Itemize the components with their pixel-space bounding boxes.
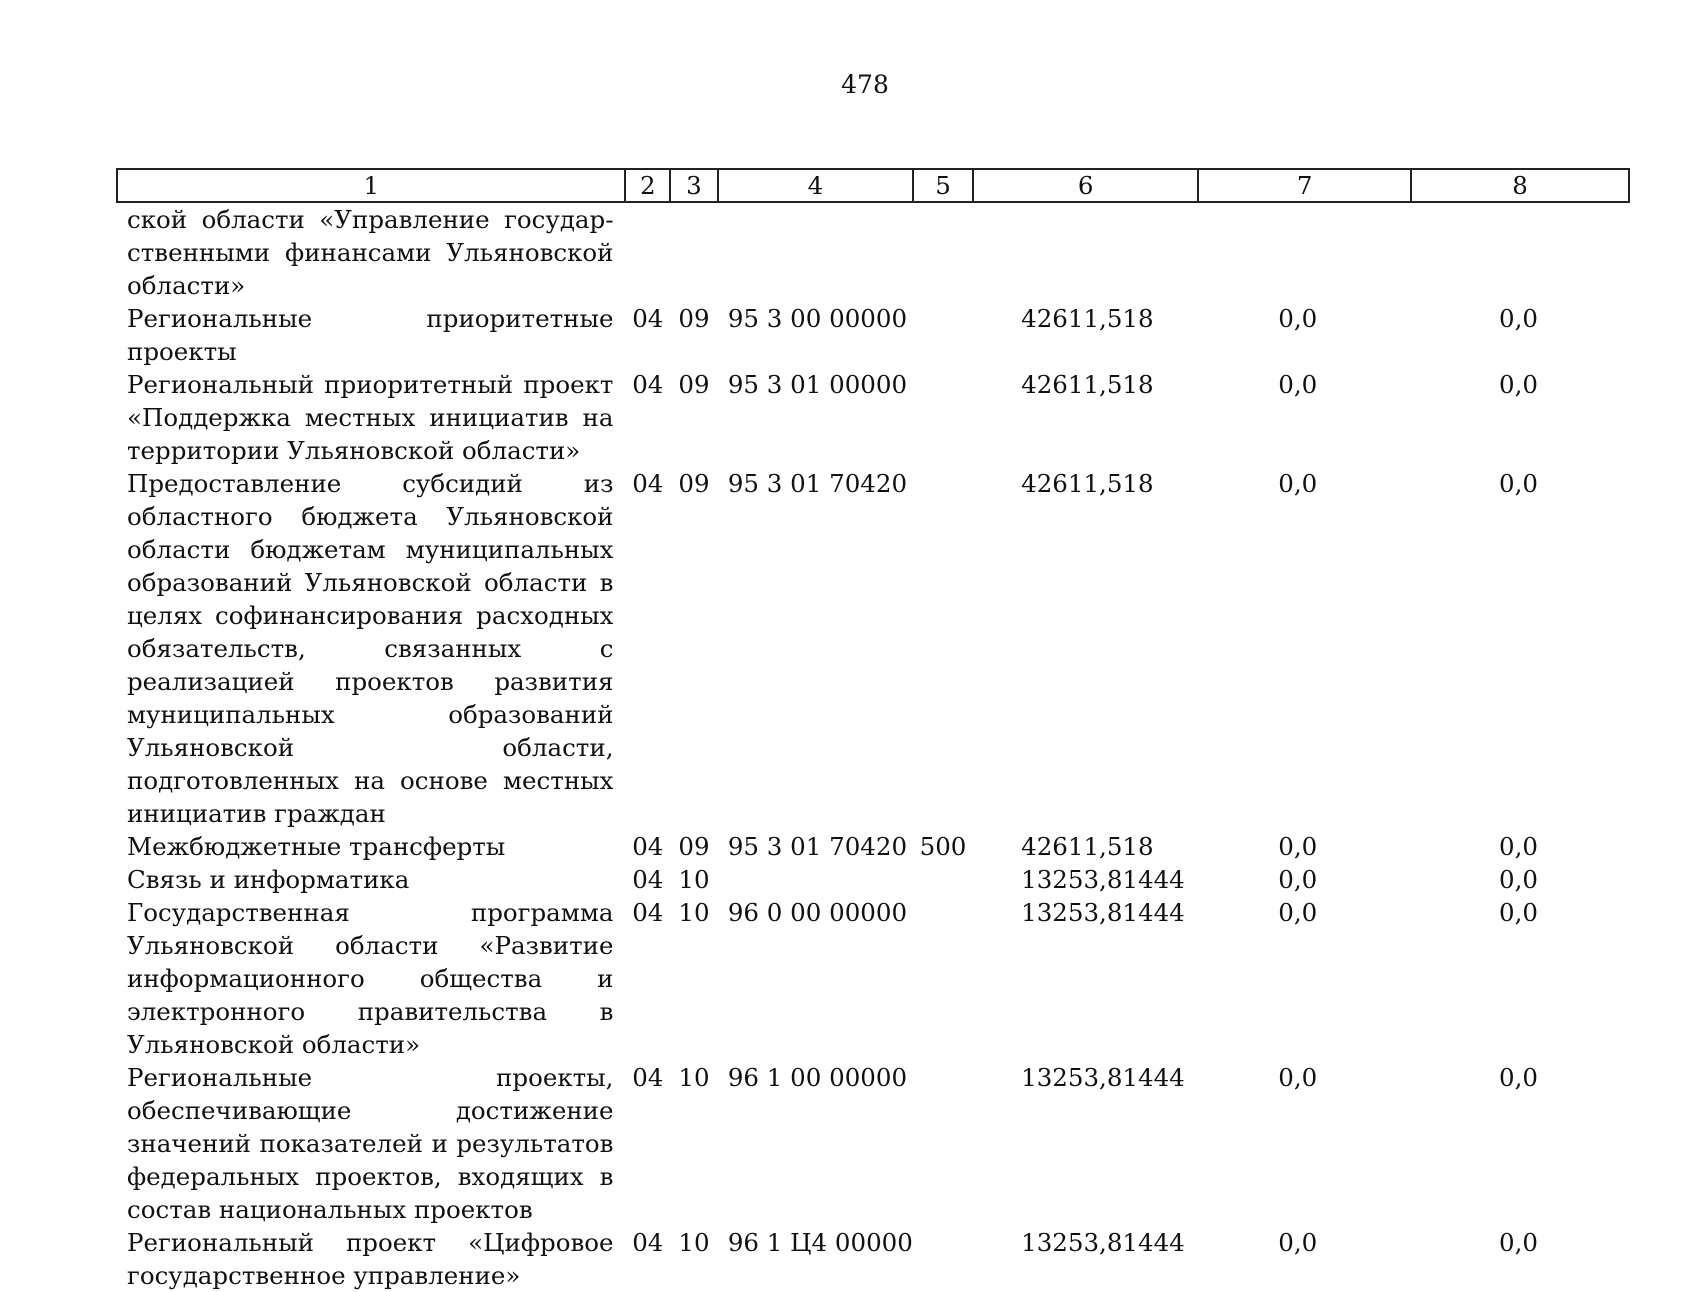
row-name: Региональный проект «Цифровое государственное управление» [127, 1228, 614, 1290]
row-target-article [718, 863, 913, 896]
row-section: 04 [632, 832, 664, 861]
row-amount-col8: 0,0 [1499, 832, 1538, 861]
row-name: ской области «Управление государственными финансами Ульяновской области» [127, 205, 614, 300]
column-header: 1 [117, 169, 625, 202]
table-row [117, 467, 1629, 830]
row-subsection: 09 [678, 469, 710, 498]
row-amount-col7: 0,0 [1278, 898, 1318, 927]
row-amount-col8: 0,0 [1499, 304, 1538, 333]
table-row [117, 1226, 1629, 1292]
table-row [117, 830, 1629, 863]
row-section [625, 202, 670, 302]
row-section: 04 [632, 865, 664, 894]
row-name: Государственная программа Ульяновской области «Развитие информационного общества и электронного правительства в Ульяновской области» [127, 898, 614, 1059]
row-amount-col7 [1198, 202, 1411, 302]
column-header: 4 [718, 169, 913, 202]
column-header: 2 [625, 169, 670, 202]
column-header: 6 [973, 169, 1198, 202]
row-amount-col7: 0,0 [1278, 865, 1318, 894]
row-expense-type [913, 302, 973, 368]
row-expense-type [913, 1226, 973, 1292]
column-header: 8 [1411, 169, 1629, 202]
row-section: 04 [632, 370, 664, 399]
row-subsection: 10 [678, 1063, 710, 1092]
row-name: Связь и информатика [127, 865, 410, 894]
row-expense-type [913, 467, 973, 830]
row-section: 04 [632, 1063, 664, 1092]
row-amount-col6: 13253,81444 [1021, 865, 1185, 894]
table-row [117, 368, 1629, 467]
budget-table [116, 168, 1630, 1292]
table-row [117, 202, 1629, 302]
row-amount-col8: 0,0 [1499, 898, 1538, 927]
row-target-article [718, 202, 913, 302]
table-row [117, 896, 1629, 1061]
row-target-article: 95 3 01 70420 [727, 469, 908, 498]
row-amount-col6: 42611,518 [1021, 370, 1154, 399]
row-expense-type [913, 896, 973, 1061]
row-name: Региональные проекты, обеспечивающие достижение значений показателей и результатов федеральных проектов, входящих в состав национальных проектов [127, 1063, 614, 1224]
row-amount-col8 [1411, 202, 1629, 302]
row-amount-col7: 0,0 [1278, 1063, 1318, 1092]
row-subsection: 10 [678, 898, 710, 927]
row-amount-col6: 42611,518 [1021, 832, 1154, 861]
row-amount-col6: 42611,518 [1021, 469, 1154, 498]
row-expense-type [913, 863, 973, 896]
row-target-article: 95 3 01 00000 [727, 370, 908, 399]
table-body [117, 202, 1629, 1292]
row-section: 04 [632, 1228, 664, 1257]
column-header: 3 [670, 169, 718, 202]
row-amount-col8: 0,0 [1499, 469, 1538, 498]
row-subsection: 10 [678, 1228, 710, 1257]
row-amount-col7: 0,0 [1278, 304, 1318, 333]
row-section: 04 [632, 304, 664, 333]
table-header-row [117, 169, 1629, 202]
row-target-article: 95 3 01 70420 [727, 832, 908, 861]
row-amount-col8: 0,0 [1499, 1063, 1538, 1092]
row-amount-col8: 0,0 [1499, 370, 1538, 399]
row-name: Межбюджетные трансферты [127, 832, 506, 861]
table-row [117, 302, 1629, 368]
row-name: Региональный приоритетный проект «Поддержка местных инициатив на территории Ульяновской области» [127, 370, 614, 465]
row-expense-type [913, 202, 973, 302]
row-amount-col8: 0,0 [1499, 865, 1538, 894]
row-amount-col7: 0,0 [1278, 832, 1318, 861]
column-header: 7 [1198, 169, 1411, 202]
row-target-article: 96 0 00 00000 [727, 898, 908, 927]
row-target-article: 95 3 00 00000 [727, 304, 908, 333]
table-row [117, 863, 1629, 896]
row-amount-col6: 13253,81444 [1021, 1063, 1185, 1092]
row-amount-col7: 0,0 [1278, 469, 1318, 498]
row-name: Региональные приоритетные проекты [127, 304, 614, 366]
row-amount-col6: 13253,81444 [1021, 898, 1185, 927]
row-expense-type [913, 1061, 973, 1226]
page-number: 478 [841, 70, 889, 99]
row-subsection: 09 [678, 370, 710, 399]
row-name: Предоставление субсидий из областного бюджета Ульяновской области бюджетам муниципальных образований Ульяновской области в целях софинансирования расходных обязательств, связанных с реализацией проектов развития муниципальных образований Ульяновской области, подготовленных на основе местных инициатив граждан [127, 469, 614, 828]
row-amount-col6: 13253,81444 [1021, 1228, 1185, 1257]
row-subsection [670, 202, 718, 302]
row-amount-col8: 0,0 [1499, 1228, 1538, 1257]
column-header: 5 [913, 169, 973, 202]
row-subsection: 09 [678, 304, 710, 333]
row-target-article: 96 1 00 00000 [727, 1063, 908, 1092]
row-amount-col7: 0,0 [1278, 370, 1318, 399]
row-expense-type: 500 [919, 832, 967, 861]
row-section: 04 [632, 898, 664, 927]
row-amount-col7: 0,0 [1278, 1228, 1318, 1257]
row-target-article: 96 1 Ц4 00000 [727, 1228, 913, 1257]
row-amount-col6: 42611,518 [1021, 304, 1154, 333]
row-subsection: 09 [678, 832, 710, 861]
row-subsection: 10 [678, 865, 710, 894]
row-section: 04 [632, 469, 664, 498]
row-expense-type [913, 368, 973, 467]
row-amount-col6 [973, 202, 1198, 302]
table-row [117, 1061, 1629, 1226]
